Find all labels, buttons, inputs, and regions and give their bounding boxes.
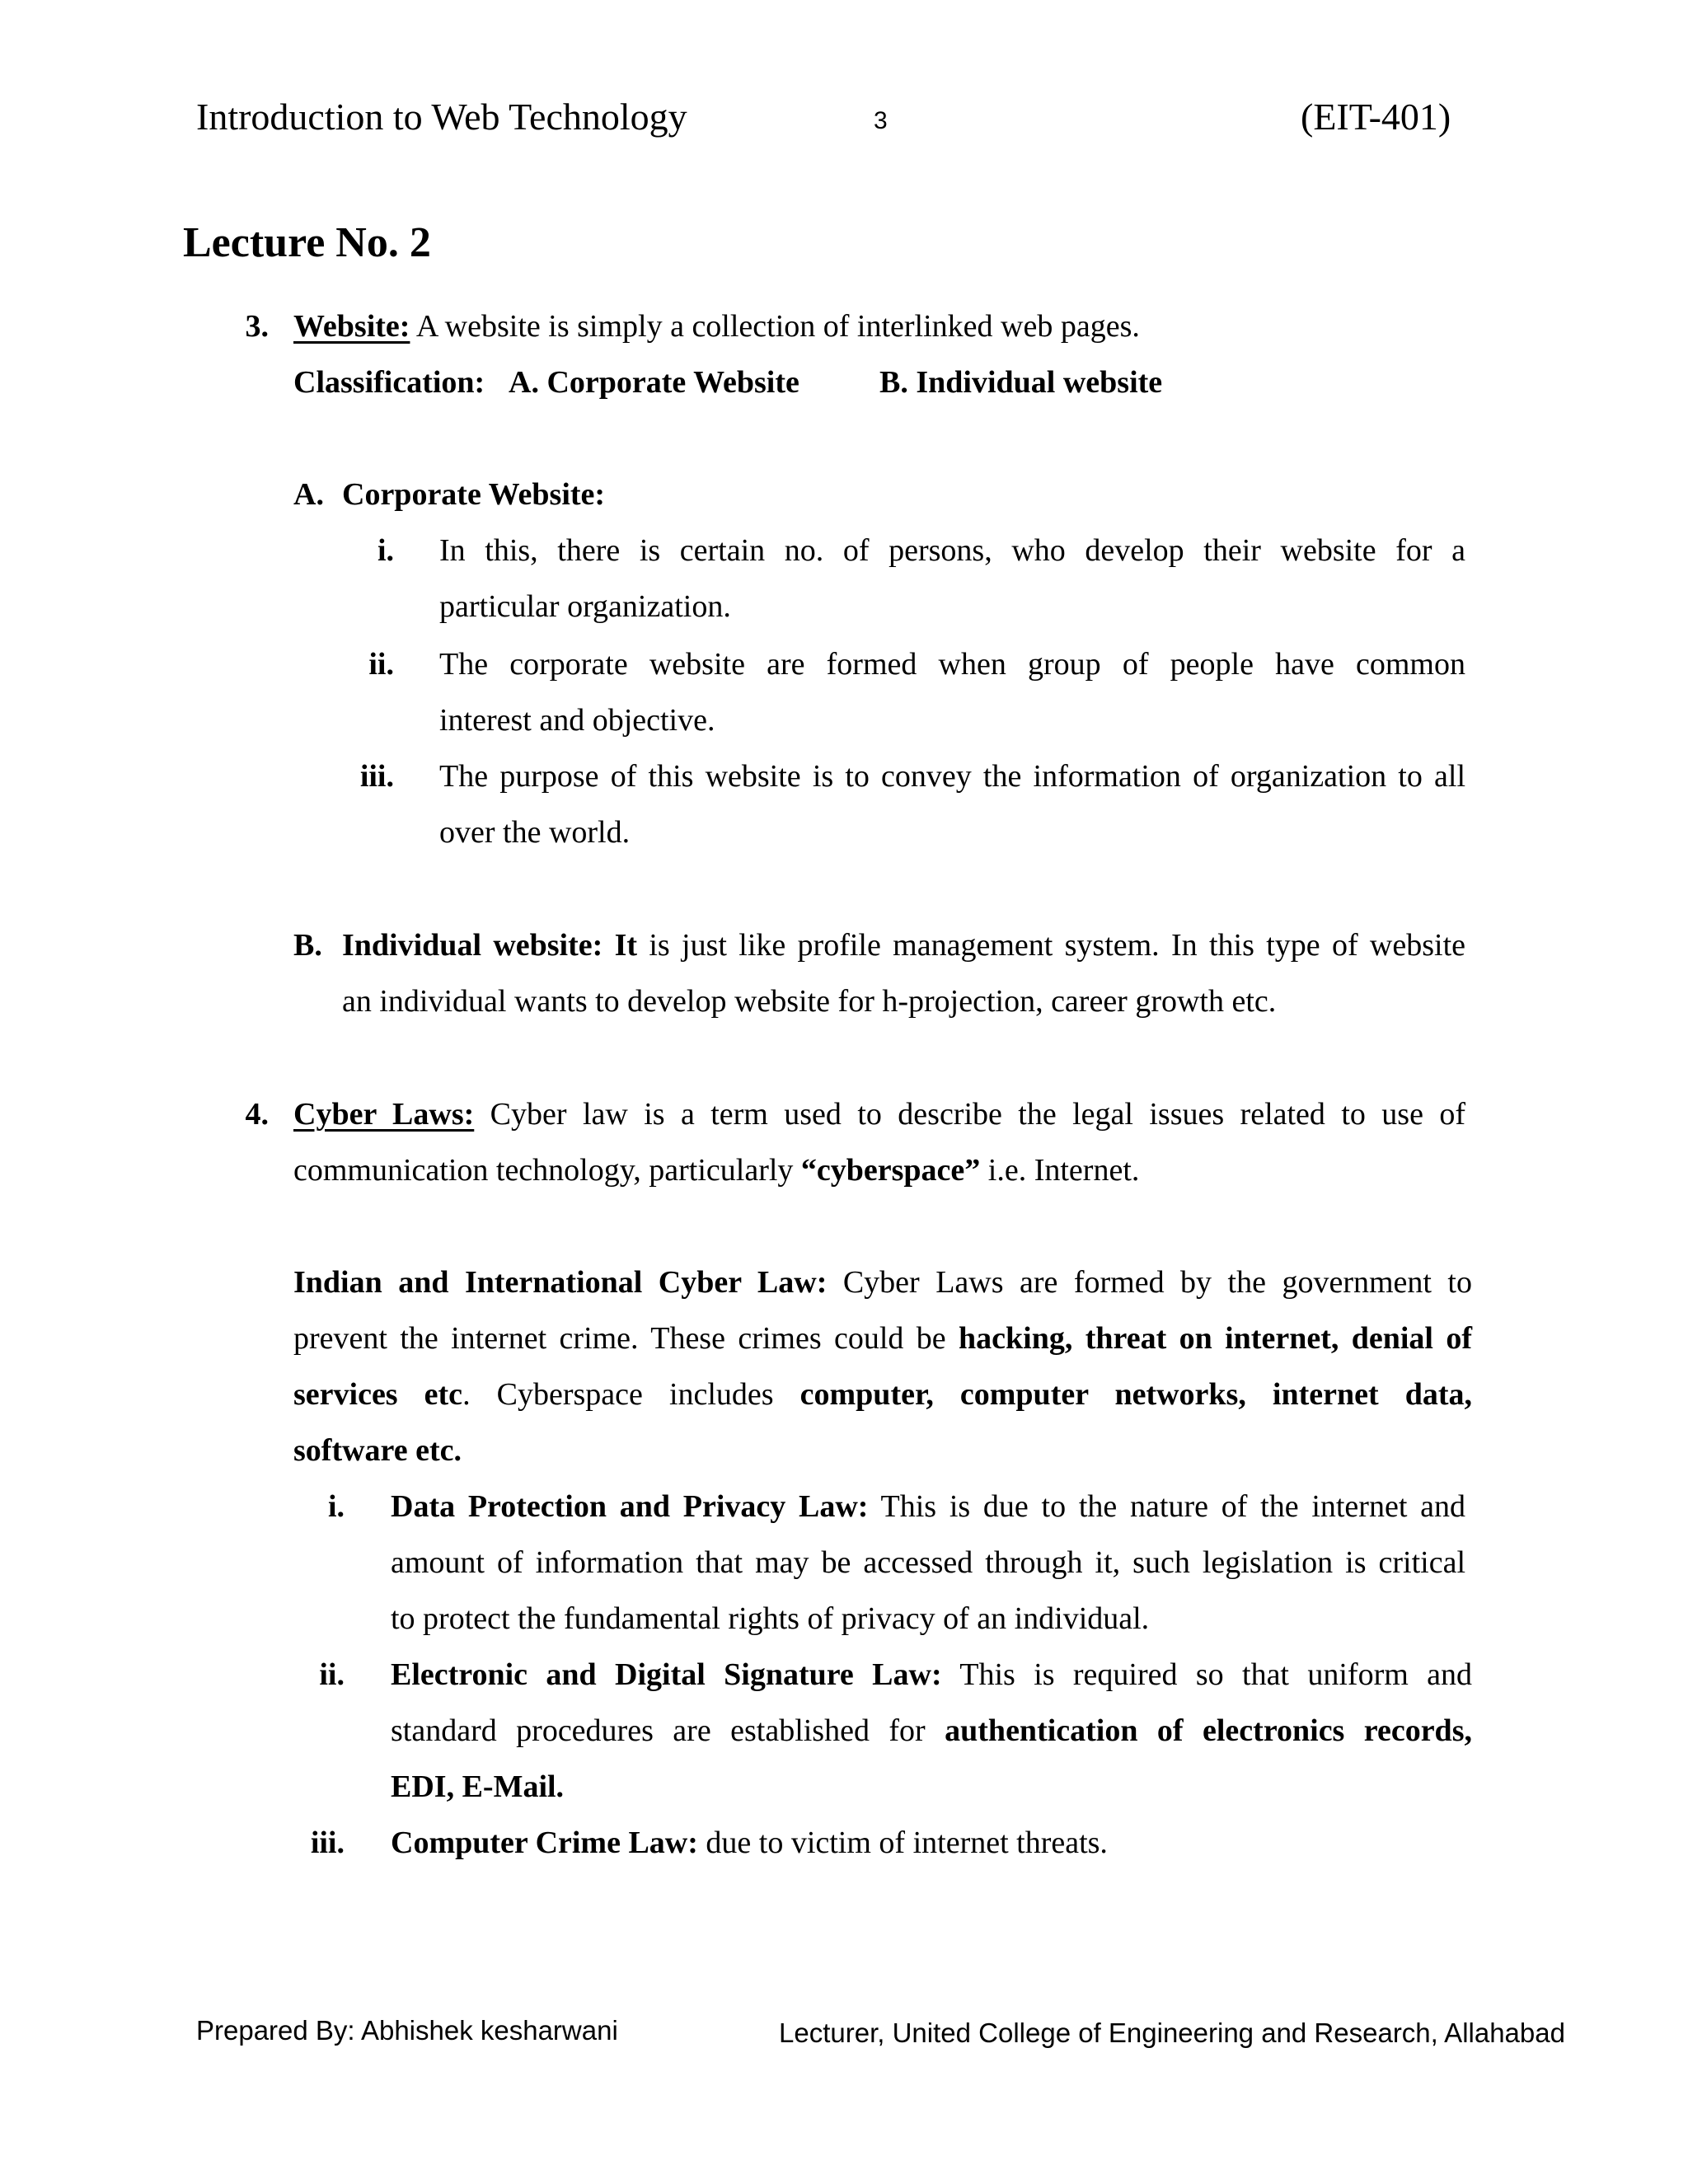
law-2-line2: [391, 1703, 1472, 1759]
intl-law-line4: software etc.: [293, 1433, 462, 1468]
law-1-line3: to protect the fundamental rights of privacy of an individual.: [391, 1601, 1150, 1636]
law-1-line1-text: This is due to the nature of the internet and: [868, 1489, 1465, 1524]
law-2-line3: EDI, E-Mail.: [391, 1769, 565, 1804]
law-2-line2-text: standard procedures are established for: [391, 1713, 945, 1748]
classification-a: A. Corporate Website: [509, 365, 799, 400]
footer-affiliation: Lecturer, United College of Engineering and Research, Allahabad: [779, 2018, 1565, 2048]
individual-marker: B.: [293, 928, 322, 963]
list-marker: ii.: [368, 647, 394, 682]
corporate-item-2-line1: The corporate website are formed when group of people have common: [439, 647, 1465, 682]
cyber-laws-line1: [293, 1086, 1465, 1142]
cyber-laws-line1-text: Cyber law is a term used to describe the legal issues related to use of: [474, 1097, 1465, 1132]
corporate-heading: Corporate Website:: [342, 477, 606, 512]
footer-prepared-by: Prepared By: Abhishek kesharwani: [196, 2015, 618, 2046]
corporate-item-2-line2: interest and objective.: [439, 703, 715, 738]
law-2-line1: [391, 1647, 1472, 1703]
page-number: 3: [874, 107, 888, 134]
law-3-line1: [391, 1815, 1108, 1871]
intl-law-line3: [293, 1366, 1472, 1422]
list-marker: ii.: [319, 1657, 345, 1692]
law-3-heading: Computer Crime Law:: [391, 1825, 698, 1860]
corporate-item-3-line1: The purpose of this website is to convey the information of organization to all: [439, 759, 1465, 794]
law-1-line2: amount of information that may be accessed through it, such legislation is critical: [391, 1545, 1465, 1580]
list-marker: i.: [377, 533, 394, 568]
classification-b: B. Individual website: [879, 365, 1163, 400]
website-definition-text: A website is simply a collection of interlinked web pages.: [410, 309, 1140, 344]
intl-law-cyberspace-items: computer, computer networks, internet data,: [799, 1377, 1472, 1412]
website-term: Website:: [293, 309, 410, 344]
website-definition: [293, 298, 1140, 354]
law-2-authentication: authentication of electronics records,: [945, 1713, 1472, 1748]
intl-law-line2-text: prevent the internet crime. These crimes could be: [293, 1321, 959, 1356]
list-marker: i.: [327, 1489, 345, 1524]
section-number: 3.: [245, 309, 269, 344]
intl-law-services: services etc: [293, 1377, 463, 1412]
law-1-heading: Data Protection and Privacy Law:: [391, 1489, 869, 1524]
corporate-item-3-line2: over the world.: [439, 815, 631, 850]
law-3-line1-text: due to victim of internet threats.: [697, 1825, 1108, 1860]
intl-law-line3-text: . Cyberspace includes: [462, 1377, 800, 1412]
law-2-heading: Electronic and Digital Signature Law:: [391, 1657, 942, 1692]
cyber-laws-line2-end: i.e. Internet.: [980, 1153, 1140, 1188]
cyber-laws-line2-text: communication technology, particularly: [293, 1153, 801, 1188]
individual-line1-text: is just like profile management system. In this type of website: [637, 928, 1465, 963]
individual-line1: [342, 917, 1465, 973]
course-code: (EIT-401): [1301, 96, 1451, 138]
intl-law-line1: [293, 1254, 1472, 1310]
intl-law-crimes: hacking, threat on internet, denial of: [959, 1321, 1472, 1356]
list-marker: iii.: [310, 1825, 345, 1860]
law-1-line1: [391, 1479, 1465, 1535]
intl-law-line2: [293, 1310, 1472, 1366]
individual-heading: Individual website: It: [342, 928, 638, 963]
intl-law-heading: Indian and International Cyber Law:: [293, 1265, 828, 1300]
classification-label: Classification:: [293, 365, 485, 400]
header-title: Introduction to Web Technology: [196, 96, 687, 138]
cyber-laws-line2: [293, 1142, 1139, 1198]
cyber-laws-term: Cyber Laws:: [293, 1097, 475, 1132]
list-marker: iii.: [359, 759, 394, 794]
cyberspace-term: “cyberspace”: [800, 1153, 981, 1188]
corporate-marker: A.: [293, 477, 324, 512]
lecture-title: Lecture No. 2: [183, 219, 431, 266]
section-number: 4.: [245, 1097, 269, 1132]
individual-line2: an individual wants to develop website for h-projection, career growth etc.: [342, 984, 1277, 1019]
law-2-line1-text: This is required so that uniform and: [941, 1657, 1472, 1692]
intl-law-line1-text: Cyber Laws are formed by the government to: [827, 1265, 1472, 1300]
corporate-item-1-line2: particular organization.: [439, 589, 731, 624]
corporate-item-1-line1: In this, there is certain no. of persons, who develop their website for a: [439, 533, 1465, 568]
